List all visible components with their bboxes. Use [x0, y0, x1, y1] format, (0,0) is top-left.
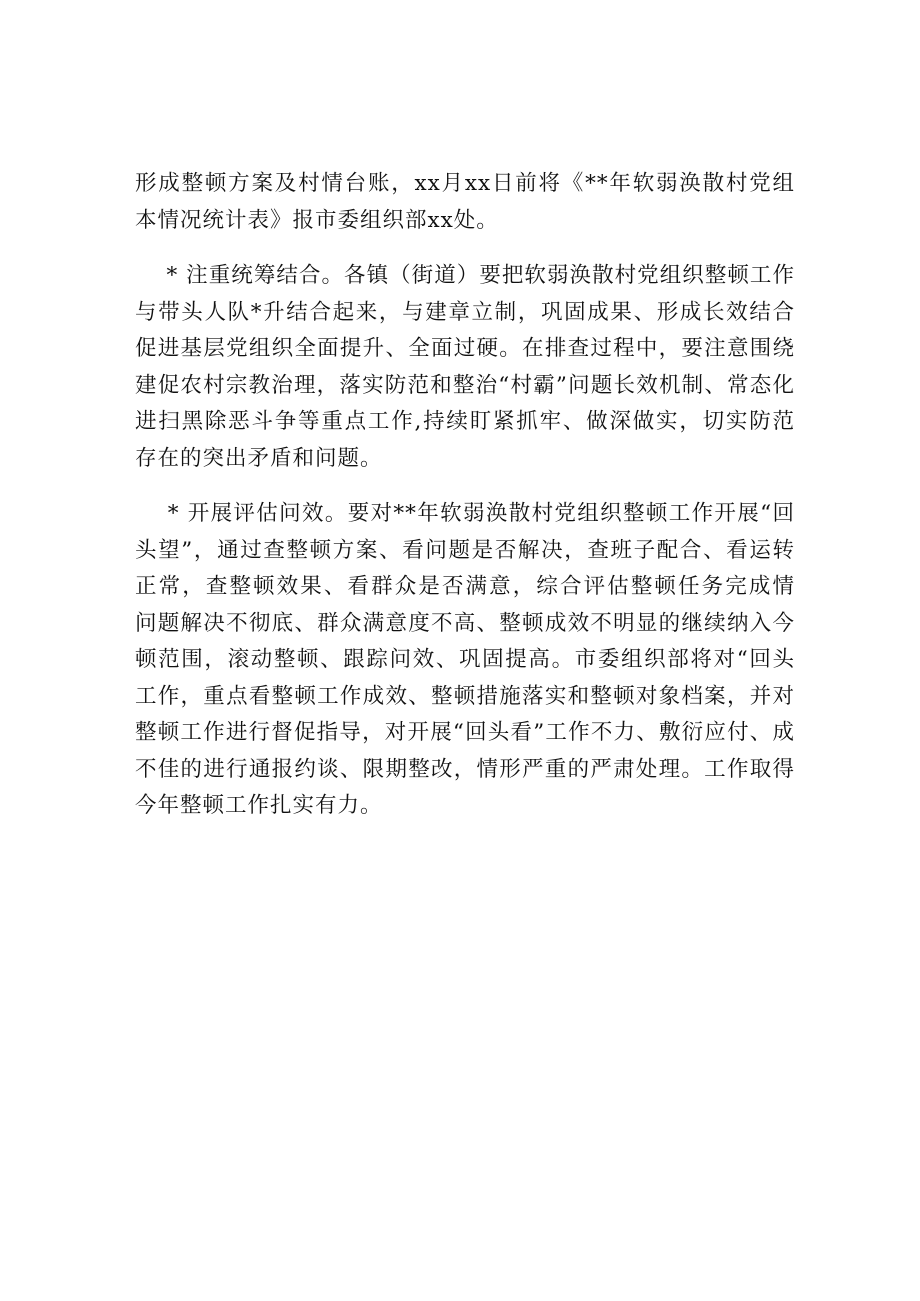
text-line: 整顿工作进行督促指导，对开展“回头看”工作不力、敷衍应付、成	[135, 720, 795, 745]
text-line: 进扫黑除恶斗争等重点工作,持续盯紧抓牢、做深做实，切实防范	[135, 409, 795, 434]
text-line: 形成整顿方案及村情台账，xx月xx日前将《**年软弱涣散村党组	[135, 171, 795, 196]
text-line: 工作，重点看整顿工作成效、整顿措施落实和整顿对象档案，并对	[135, 683, 795, 709]
text-line: 存在的突出矛盾和问题。	[135, 445, 383, 471]
paragraph-3	[135, 496, 795, 825]
paragraph-2	[135, 258, 795, 477]
text-line: 促进基层党组织全面提升、全面过硬。在排查过程中，要注意围绕	[135, 336, 795, 361]
text-line: 不佳的进行通报约谈、限期整改，情形严重的严肃处理。工作取得	[135, 756, 795, 782]
text-line: 建促农村宗教治理，落实防范和整治“村霸”问题长效机制、常态化	[135, 372, 795, 398]
text-line: 顿范围，滚动整顿、跟踪问效、巩固提高。市委组织部将对“回头	[135, 647, 795, 672]
text-line: 本情况统计表》报市委组织部xx处。	[135, 207, 499, 233]
text-line: * 开展评估问效。要对**年软弱涣散村党组织整顿工作开展“回	[135, 501, 795, 526]
text-line: 与带头人队*升结合起来，与建章立制，巩固成果、形成长效结合	[135, 299, 795, 325]
text-line: 正常，查整顿效果、看群众是否满意，综合评估整顿任务完成情	[135, 574, 795, 599]
paragraph-gap	[135, 477, 795, 496]
paragraph-1	[135, 166, 795, 239]
text-line: * 注重统筹结合。各镇（街道）要把软弱涣散村党组织整顿工作	[135, 263, 795, 288]
text-line: 今年整顿工作扎实有力。	[135, 793, 383, 818]
document-body	[135, 166, 795, 825]
text-line: 问题解决不彻底、群众满意度不高、整顿成效不明显的继续纳入今	[135, 610, 795, 636]
paragraph-gap	[135, 239, 795, 258]
text-line: 头望”，通过查整顿方案、看问题是否解决，查班子配合、看运转	[135, 537, 795, 563]
